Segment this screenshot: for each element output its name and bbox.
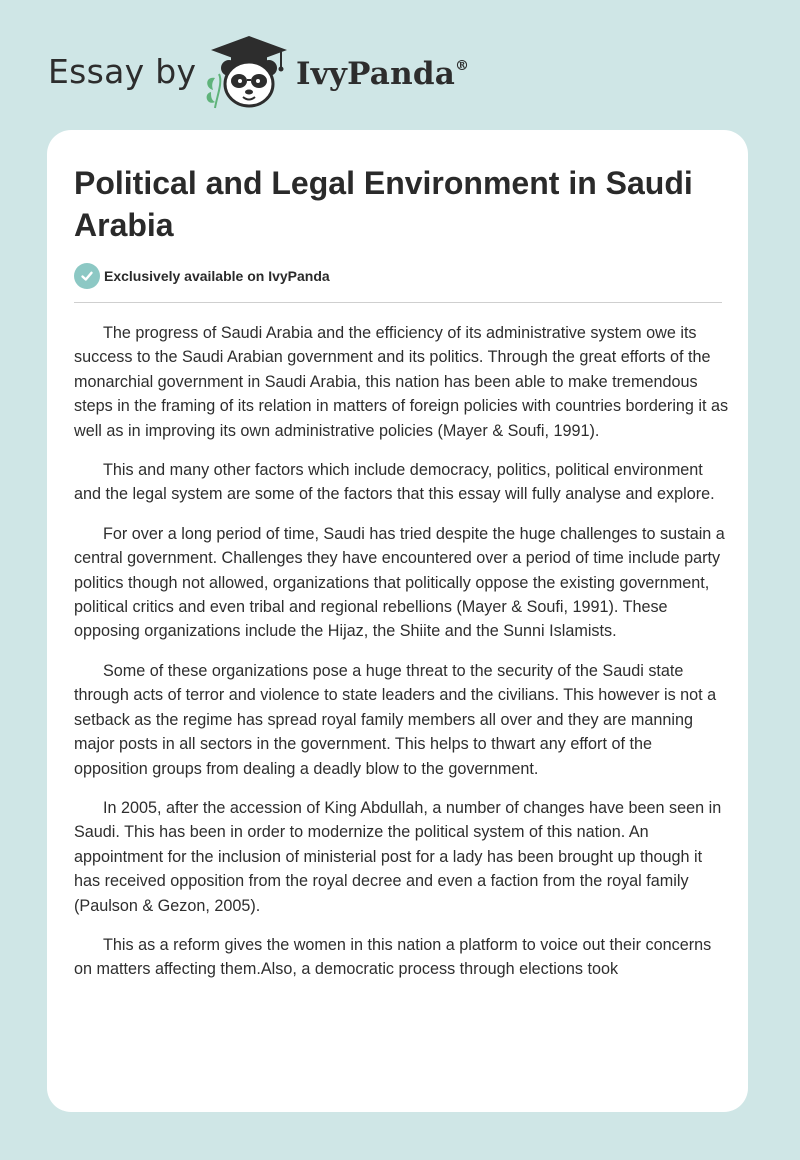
brand-name[interactable] [296,56,469,92]
paragraph: This as a reform gives the women in this nation a platform to voice out their concerns on matters affecting them.Also, a democratic process through elections took [74,935,712,979]
article-title: Political and Legal Environment in Saudi Arabia [74,165,693,243]
checkmark-icon [74,263,100,289]
article-card [47,130,748,1112]
paragraph: This and many other factors which include democracy, politics, political environment and the legal system are some of the factors that this essay will fully analyse and explore. [74,461,715,504]
paragraph: Some of these organizations pose a huge threat to the security of the Saudi state through acts of terror and violence to state leaders and the civilians. This however is not a setback as the regime has spread royal family members all over and they are manning major posts in all sectors in the government. This helps to thwart any effort of the opposition groups from dealing a deadly blow to the government. [74,661,717,778]
panda-logo-icon [201,34,297,110]
paragraph: The progress of Saudi Arabia and the efficiency of its administrative system owe its success to the Saudi Arabian government and its politics. Through the great efforts of the monarchial government in Saudi Arabia, this nation has been able to make tremendous steps in the framing of its relation in matters of foreign policies with countries bordering it as well as in improving its own administrative policies (Mayer & Soufi, 1991). [74,324,729,440]
paragraph: In 2005, after the accession of King Abdullah, a number of changes have been seen in Saudi. This has been in order to modernize the political system of this nation. An appointment for the inclusion of ministerial post for a lady has been brought up though it has received opposition from the royal decree and even a faction from the royal family (Paulson & Gezon, 2005). [74,798,722,915]
registered-mark: ® [455,58,470,74]
divider [74,302,722,303]
essay-by-label: Essay by [48,52,197,91]
ivypanda-logo[interactable] [201,34,297,110]
paragraph: For over a long period of time, Saudi has tried despite the huge challenges to sustain a central government. Challenges they have encountered over a period of time include party politics though not allowed, organizations that politically oppose the existing government, political critics and even tribal and regional rebellions (Mayer & Soufi, 1991). These opposing organizations include the Hijaz, the Shiite and the Sunni Islamists. [74,524,725,641]
article-body [74,321,729,997]
exclusive-label: Exclusively available on IvyPanda [104,268,330,284]
site-header [48,34,508,114]
exclusive-badge [74,263,330,289]
brand-text: IvyPanda [296,56,455,92]
